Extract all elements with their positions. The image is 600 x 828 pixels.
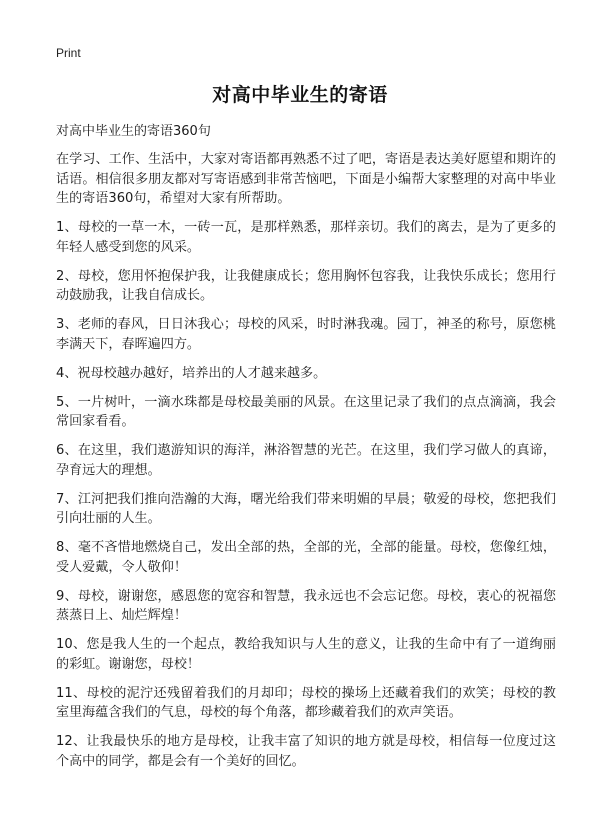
list-item: 1、母校的一草一木，一砖一瓦，是那样熟悉，那样亲切。我们的离去，是为了更多的年轻人感受到您的风采。 <box>56 220 556 255</box>
list-item: 10、您是我人生的一个起点，教给我知识与人生的意义，让我的生命中有了一道绚丽的彩虹。谢谢您，母校！ <box>56 637 556 672</box>
document-subtitle: 对高中毕业生的寄语360句 <box>56 124 211 139</box>
list-item: 4、祝母校越办越好，培养出的人才越来越多。 <box>56 365 327 381</box>
list-item: 5、一片树叶，一滴水珠都是母校最美丽的风景。在这里记录了我们的点点滴滴，我会常回家看看。 <box>56 394 556 429</box>
page-title: 对高中毕业生的寄语 <box>212 84 388 106</box>
list-item: 7、江河把我们推向浩瀚的大海，曙光给我们带来明媚的早晨；敬爱的母校，您把我们引向壮丽的人生。 <box>56 491 556 526</box>
list-item: 2、母校，您用怀抱保护我，让我健康成长；您用胸怀包容我，让我快乐成长；您用行动鼓励我，让我自信成长。 <box>56 268 556 303</box>
list-item: 8、毫不吝惜地燃烧自己，发出全部的热，全部的光，全部的能量。母校，您像红烛，受人爱戴，令人敬仰！ <box>56 540 556 575</box>
intro-paragraph: 在学习、工作、生活中，大家对寄语都再熟悉不过了吧，寄语是表达美好愿望和期许的话语。相信很多朋友都对写寄语感到非常苦恼吧，下面是小编帮大家整理的对高中毕业生的寄语360句，希望对大家有所帮助。 <box>56 152 556 206</box>
list-item: 11、母校的泥泞还残留着我们的月却印；母校的操场上还藏着我们的欢笑；母校的教室里海蕴含我们的气息，母校的每个角落，都珍藏着我们的欢声笑语。 <box>56 685 556 720</box>
document-body <box>56 150 556 781</box>
list-item: 12、让我最快乐的地方是母校，让我丰富了知识的地方就是母校，相信每一位度过这个高中的同学，都是会有一个美好的回忆。 <box>56 734 556 769</box>
list-item: 9、母校，谢谢您，感恩您的宽容和智慧，我永远也不会忘记您。母校，衷心的祝福您蒸蒸日上、灿烂辉煌！ <box>56 588 556 623</box>
print-link[interactable]: Print <box>56 46 81 60</box>
list-item: 6、在这里，我们遨游知识的海洋，淋浴智慧的光芒。在这里，我们学习做人的真谛，孕育远大的理想。 <box>56 443 556 478</box>
list-item: 3、老师的春风，日日沐我心；母校的风采，时时淋我魂。园丁，神圣的称号，原您桃李满天下，春晖遍四方。 <box>56 317 556 352</box>
